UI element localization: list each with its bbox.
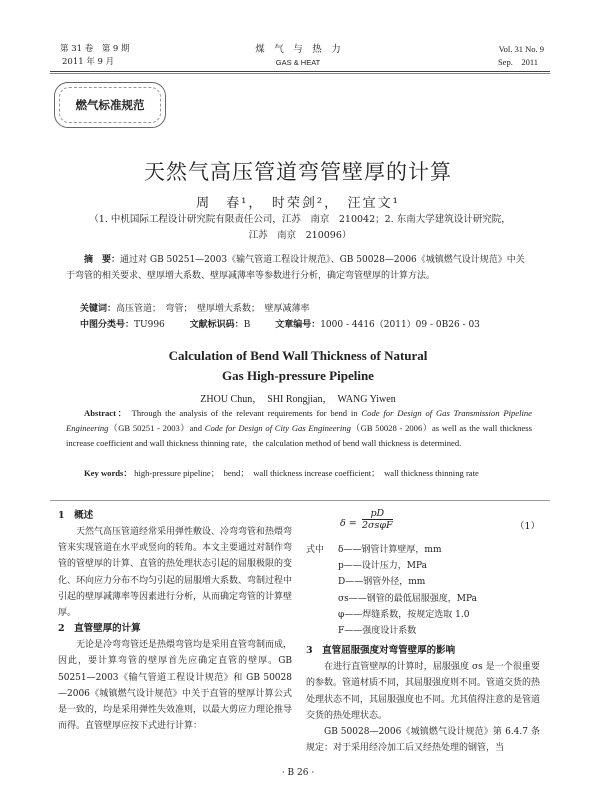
- section-2-text: 无论是冷弯弯管还是热煨弯管均是采用直管弯制而成，因此，要计算弯管的壁厚首先应确定直管的壁厚。GB 50251—2003《输气管道工程设计规范》和 GB 50028—2006《城镇燃气设计规范》中关于直管的壁厚计算公式是一致的，均是采用弹性失效准则，以最大剪应力理论推导而得。直管壁厚应按下式进行计算：: [58, 640, 293, 732]
- abstract-cn-text: 通过对 GB 50251—2003《输气管道工程设计规范》、GB 50028—2006《城镇燃气设计规范》中关于弯管的相关要求、壁厚增大系数、壁厚减薄率等参数进行分析，确定弯管壁厚的计算方法。: [66, 255, 525, 281]
- variable-list: [306, 542, 540, 639]
- variable-p: p——设计压力，MPa: [338, 561, 427, 572]
- section-3-text: 在进行直管壁厚的计算时，屈服强度 σs 是一个很重要的参数。管道材质不同，其屈服强度则不同。管道交货的热处理状态不同，其屈服强度也不同。尤其值得注意的是管道交货的热处理状态。: [306, 662, 541, 721]
- journal-date-en: Sep. 2011: [497, 57, 538, 67]
- journal-volume-en: Vol. 31 No. 9: [498, 44, 544, 54]
- paper-title-en: [0, 346, 596, 386]
- left-column: [58, 508, 292, 734]
- variable-phi: φ——焊缝系数，按规定选取 1.0: [338, 609, 470, 620]
- abstract-en-code1: Code for Design of Gas Transmission Pipeline Engineering: [66, 408, 532, 433]
- abstract-en-part3: （GB 50028 - 2006）as well as the wall thickness increase coefficient and wall thickness thinning rate，the calculation method of bend wall thickness is determined.: [66, 423, 532, 448]
- keywords-en-label: Key words：: [84, 468, 132, 478]
- article-no-value: 1000 - 4416（2011）09 - 0B26 - 03: [320, 320, 480, 330]
- journal-date: 2011 年 9 月: [62, 57, 115, 67]
- abstract-en: [66, 406, 532, 451]
- doc-code-label: 文献标识码：: [189, 320, 244, 330]
- column-badge-label: 燃气标准规范: [59, 87, 161, 123]
- formula-1: [306, 508, 540, 542]
- header-rule: [50, 71, 550, 72]
- section-2-title: 2 直管壁厚的计算: [58, 623, 141, 635]
- doc-code-value: B: [243, 320, 251, 330]
- body-rule: [50, 500, 550, 501]
- abstract-en-part1: Through the analysis of the relevant requirements for bend in: [131, 408, 362, 418]
- abstract-cn: [66, 252, 532, 284]
- article-no-label: 文章编号：: [275, 320, 321, 330]
- abstract-en-label: Abstract：: [84, 408, 128, 418]
- page-number: · B 26 ·: [281, 768, 315, 778]
- formula-lhs: δ =: [340, 518, 357, 529]
- section-1-text: 天然气高压管道经常采用弹性敷设、冷弯弯管和热煨弯管来实现管道在水平或竖向的转角。本文主要通过对制作弯管的管壁厚的计算、直管的热处理状态引起的屈服极限的变化、环向应力分布不均匀引起的屈服增大系数、弯制过程中引起的壁厚减薄率等因素进行分析，从而确定弯管的计算壁厚。: [58, 527, 293, 619]
- journal-volume: 第 31 卷 第 9 期: [60, 44, 130, 54]
- abstract-en-part2: （GB 50251 - 2003）and: [108, 423, 205, 433]
- keywords-cn: [80, 302, 540, 316]
- header-rule-thin: [50, 73, 550, 74]
- formula-number: （1）: [514, 521, 540, 532]
- keywords-cn-text: 高压管道； 弯管； 壁厚增大系数； 壁厚减薄率: [116, 304, 310, 314]
- keywords-cn-label: 关键词：: [80, 304, 117, 314]
- variable-d: D——钢管外径，mm: [338, 577, 426, 588]
- keywords-en: [66, 466, 532, 481]
- variable-f: F——强度设计系数: [338, 626, 417, 637]
- clc-label: 中图分类号：: [80, 320, 135, 330]
- abstract-en-code2: Code for Design of City Gas Engineering: [204, 423, 351, 433]
- paper-title-en-line2: Gas High-pressure Pipeline: [222, 368, 374, 383]
- keywords-en-text: high-pressure pipeline； bend； wall thickness increase coefficient； wall thickness thinning rate: [134, 468, 479, 478]
- paper-title-cn: 天然气高压管道弯管壁厚的计算: [144, 160, 452, 184]
- column-badge: [54, 82, 166, 128]
- authors-en: ZHOU Chun， SHI Rongjian， WANG Yiwen: [200, 394, 396, 405]
- abstract-cn-label: 摘 要：: [84, 255, 121, 265]
- clc-value: TU996: [134, 320, 165, 330]
- affiliation-line-2: 江苏 南京 210096）: [248, 230, 352, 241]
- affiliation-line-1: （1. 中机国际工程设计研究院有限责任公司，江苏 南京 210042；2. 东南大学建筑设计研究院，: [89, 214, 511, 225]
- where-label: 式中: [306, 545, 325, 555]
- formula-fraction: [362, 508, 393, 531]
- right-column: [306, 508, 540, 756]
- journal-name-en: GAS & HEAT: [275, 58, 321, 67]
- classification-line: [80, 318, 540, 332]
- section-3-text-2: GB 50028—2006《城镇燃气设计规范》第 6.4.7 条规定：对于采用经冷加工后又经热处理的钢管，当: [306, 727, 540, 754]
- variable-delta: δ——钢管计算壁厚，mm: [338, 545, 442, 555]
- formula-numerator: pD: [362, 508, 393, 520]
- variable-sigma: σs——钢管的最低屈服强度，MPa: [338, 593, 477, 604]
- formula-denominator: 2σsφF: [362, 520, 393, 531]
- journal-name: 煤 气 与 热 力: [255, 44, 341, 55]
- authors-cn: 周 春¹， 时荣剑²， 汪宜文¹: [196, 196, 400, 211]
- section-1-title: 1 概述: [58, 510, 94, 521]
- section-3-title: 3 直管屈服强度对弯管壁厚的影响: [306, 645, 456, 657]
- paper-title-en-line1: Calculation of Bend Wall Thickness of Natural: [168, 348, 428, 363]
- affiliation-cn: [80, 212, 520, 244]
